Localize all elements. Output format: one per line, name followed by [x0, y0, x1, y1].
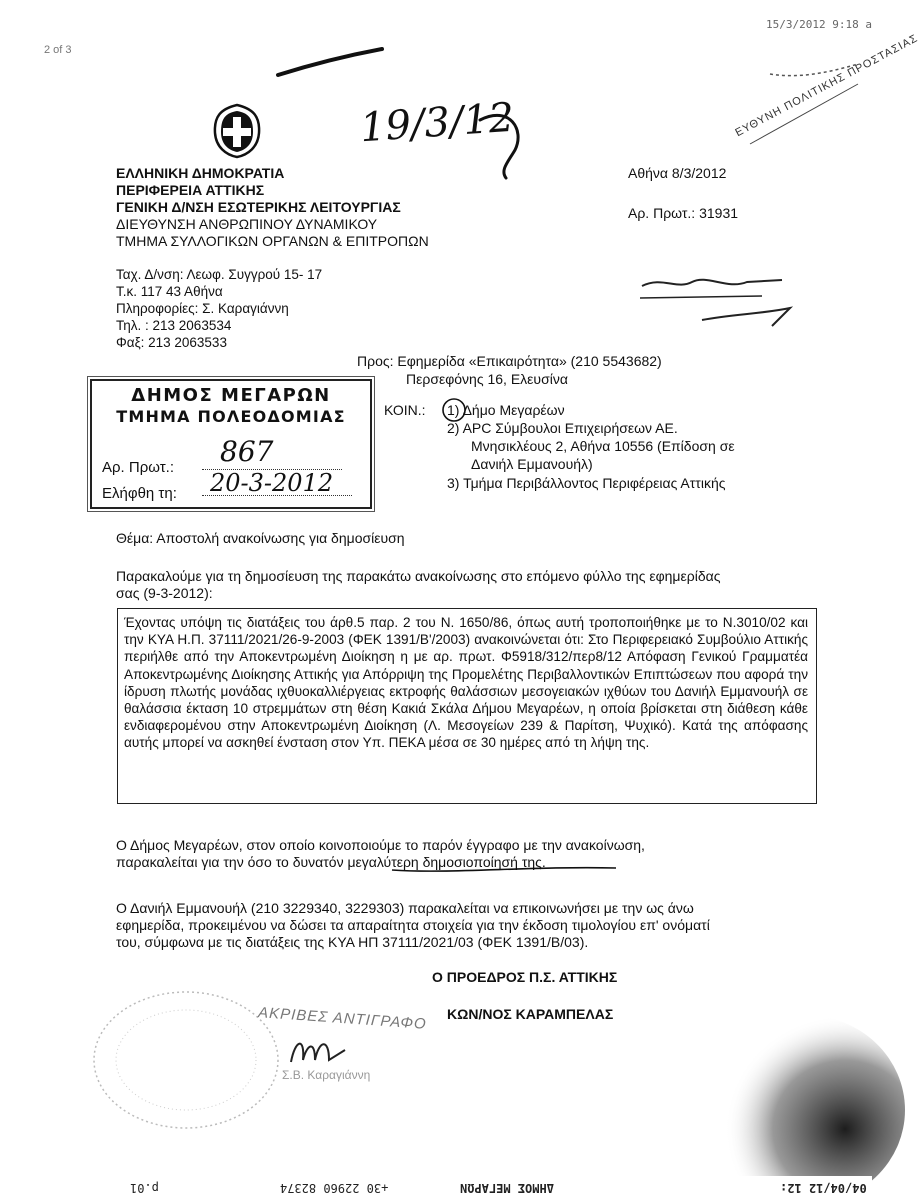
fax-timestamp: 15/3/2012 9:18 a — [766, 18, 872, 31]
header-line-5: ΤΜΗΜΑ ΣΥΛΛΟΓΙΚΩΝ ΟΡΓΑΝΩΝ & ΕΠΙΤΡΟΠΩΝ — [116, 233, 429, 249]
footer-page: p.01 — [130, 1181, 159, 1195]
koin-item-2a: 2) APC Σύμβουλοι Επιχειρήσεων ΑΕ. — [447, 420, 678, 436]
address-info: Πληροφορίες: Σ. Καραγιάννη — [116, 301, 289, 316]
para-daniel-line-3: του, σύμφωνα με τις διατάξεις της ΚΥΑ ΗΠ 37111/2021/03 (ΦΕΚ 1391/Β/03). — [116, 934, 589, 950]
subject: Θέμα: Αποστολή ανακοίνωσης για δημοσίευση — [116, 530, 405, 546]
koin-item-2c: Δανιήλ Εμμανουήλ) — [471, 456, 593, 472]
corner-stamp: ΕΥΘΥΝΗ ΠΟΛΙΤΙΚΗΣ ΠΡΟΣΤΑΣΙΑΣ — [733, 32, 920, 140]
address-phone: Τηλ. : 213 2063534 — [116, 318, 232, 333]
stamp-protocol-label: Αρ. Πρωτ.: — [102, 459, 174, 476]
handwritten-date: 19/3/12 — [358, 94, 516, 152]
koin-item-1: 1) Δήμο Μεγαρέων — [447, 402, 565, 418]
para-municipality-line-2: παρακαλείται για την όσο το δυνατόν μεγαλύτερη δημοσιοποίησή της. — [116, 854, 546, 870]
para-daniel-line-1: Ο Δανιήλ Εμμανουήλ (210 3229340, 3229303) παρακαλείται να επικοινωνήσει με την ως άνω — [116, 900, 694, 916]
stamp-title-2: ΤΜΗΜΑ ΠΟΛΕΟΔΟΜΙΑΣ — [116, 407, 346, 426]
header-line-3: ΓΕΝΙΚΗ Δ/ΝΣΗ ΕΣΩΤΕΡΙΚΗΣ ΛΕΙΤΟΥΡΓΙΑΣ — [116, 199, 401, 215]
fax-footer — [0, 1176, 872, 1200]
footer-phone: +30 22960 82374 — [280, 1181, 389, 1195]
protocol-number: Αρ. Πρωτ.: 31931 — [628, 205, 739, 221]
footer-sender: ΔΗΜΟΣ ΜΕΓΑΡΩΝ — [460, 1181, 554, 1195]
address-fax: Φαξ: 213 2063533 — [116, 335, 227, 350]
handwritten-check — [470, 100, 540, 190]
stamp-protocol-value: 867 — [220, 435, 274, 468]
signature-title: Ο ΠΡΟΕΔΡΟΣ Π.Σ. ΑΤΤΙΚΗΣ — [432, 969, 618, 985]
page-marker: 2 of 3 — [44, 44, 72, 56]
para-daniel-line-2: εφημερίδα, προκειμένου να δώσει τα απαραίτητα στοιχεία για την έκδοση τιμολογίου επ' ονόματί — [116, 917, 710, 933]
request-line-1: Παρακαλούμε για τη δημοσίευση της παρακάτω ανακοίνωσης στο επόμενο φύλλο της εφημερίδας — [116, 568, 721, 584]
greek-emblem-icon — [212, 103, 262, 159]
header-line-2: ΠΕΡΙΦΕΡΕΙΑ ΑΤΤΙΚΗΣ — [116, 182, 265, 198]
copy-stamp-name: Σ.Β. Καραγιάννη — [282, 1068, 371, 1082]
footer-date: 04/04/12 12: — [780, 1181, 867, 1195]
koin-item-2b: Μνησικλέους 2, Αθήνα 10556 (Επίδοση σε — [471, 438, 735, 454]
stamp-title-1: ΔΗΜΟΣ ΜΕΓΑΡΩΝ — [131, 385, 331, 406]
stamp-received-label: Ελήφθη τη: — [102, 485, 177, 502]
copy-stamp-text: ΑΚΡΙΒΕΣ ΑΝΤΙΓΡΑΦΟ — [257, 1004, 428, 1033]
recipient-line-1: Προς: Εφημερίδα «Επικαιρότητα» (210 5543682) — [357, 353, 662, 369]
header-line-1: ΕΛΛΗΝΙΚΗ ΔΗΜΟΚΡΑΤΙΑ — [116, 165, 285, 181]
municipality-stamp — [90, 379, 372, 509]
request-line-2: σας (9-3-2012): — [116, 585, 213, 601]
handwritten-underline — [390, 862, 620, 876]
handwritten-initials — [285, 1030, 355, 1070]
koin-item-3: 3) Τμήμα Περιβάλλοντος Περιφέρειας Αττικής — [447, 475, 726, 491]
notice-text: Έχοντας υπόψη τις διατάξεις του άρθ.5 παρ. 2 του Ν. 1650/86, όπως αυτή τροποποιήθηκε με το Ν.3010/02 και την ΚΥΑ Η.Π. 37111/2021/26-9-2003 (ΦΕΚ 1391/Β'/2003) ανακοινώνεται ότι: Στο Περιφερειακό Συμβούλιο Αττικής περιήλθε από την Αποκεντρωμένη Διοίκηση η με αρ. πρωτ. Φ5918/312/περ8/12 Απόφαση Γενικού Γραμματέα Αποκεντρωμένης Διοίκησης Αττικής για Απόρριψη της Προμελέτης Περιβαλλοντικών Επιπτώσεων που αφορά την ίδρυση πλωτής μονάδας ιχθυοκαλλιέργειας εκτροφής θαλάσσιων μεσογειακών ιχθύων του Δανιήλ Εμμανουήλ σε θαλάσσια έκταση 10 στρεμμάτων στη θέση Κακιά Σκάλα Δήμου Μεγαρέων, η οποία βρίσκεται στη διάθεση κάθε ενδιαφερομένου στην Αποκεντρωμένη Διοίκηση (Λ. Μεσογείων 239 & Παρίτση, Ψυχικό). Κατά της απόφασης αυτής μπορεί να ασκηθεί ένσταση στον Υπ. ΠΕΚΑ μέσα σε 30 ημέρες από τη λήψη της. — [124, 615, 808, 751]
header-line-4: ΔΙΕΥΘΥΝΣΗ ΑΝΘΡΩΠΙΝΟΥ ΔΥΝΑΜΙΚΟΥ — [116, 216, 378, 232]
document-date: Αθήνα 8/3/2012 — [628, 165, 727, 181]
signature-name: ΚΩΝ/ΝΟΣ ΚΑΡΑΜΠΕΛΑΣ — [447, 1006, 614, 1022]
para-municipality-line-1: Ο Δήμος Μεγαρέων, στον οποίο κοινοποιούμε το παρόν έγγραφο με την ανακοίνωση, — [116, 837, 645, 853]
scan-noise — [640, 1000, 872, 1180]
address-postal: Τ.κ. 117 43 Αθήνα — [116, 284, 223, 299]
handwritten-signature-right — [632, 268, 792, 338]
stamp-received-value: 20-3-2012 — [210, 469, 334, 497]
recipient-line-2: Περσεφόνης 16, Ελευσίνα — [406, 371, 568, 387]
notice-box — [117, 608, 817, 804]
handwritten-dash — [270, 45, 390, 85]
corner-stamp-marks — [740, 54, 865, 154]
koin-label: ΚΟΙΝ.: — [384, 402, 426, 418]
address-street: Ταχ. Δ/νση: Λεωφ. Συγγρού 15- 17 — [116, 267, 323, 282]
faded-round-stamp — [86, 985, 286, 1135]
